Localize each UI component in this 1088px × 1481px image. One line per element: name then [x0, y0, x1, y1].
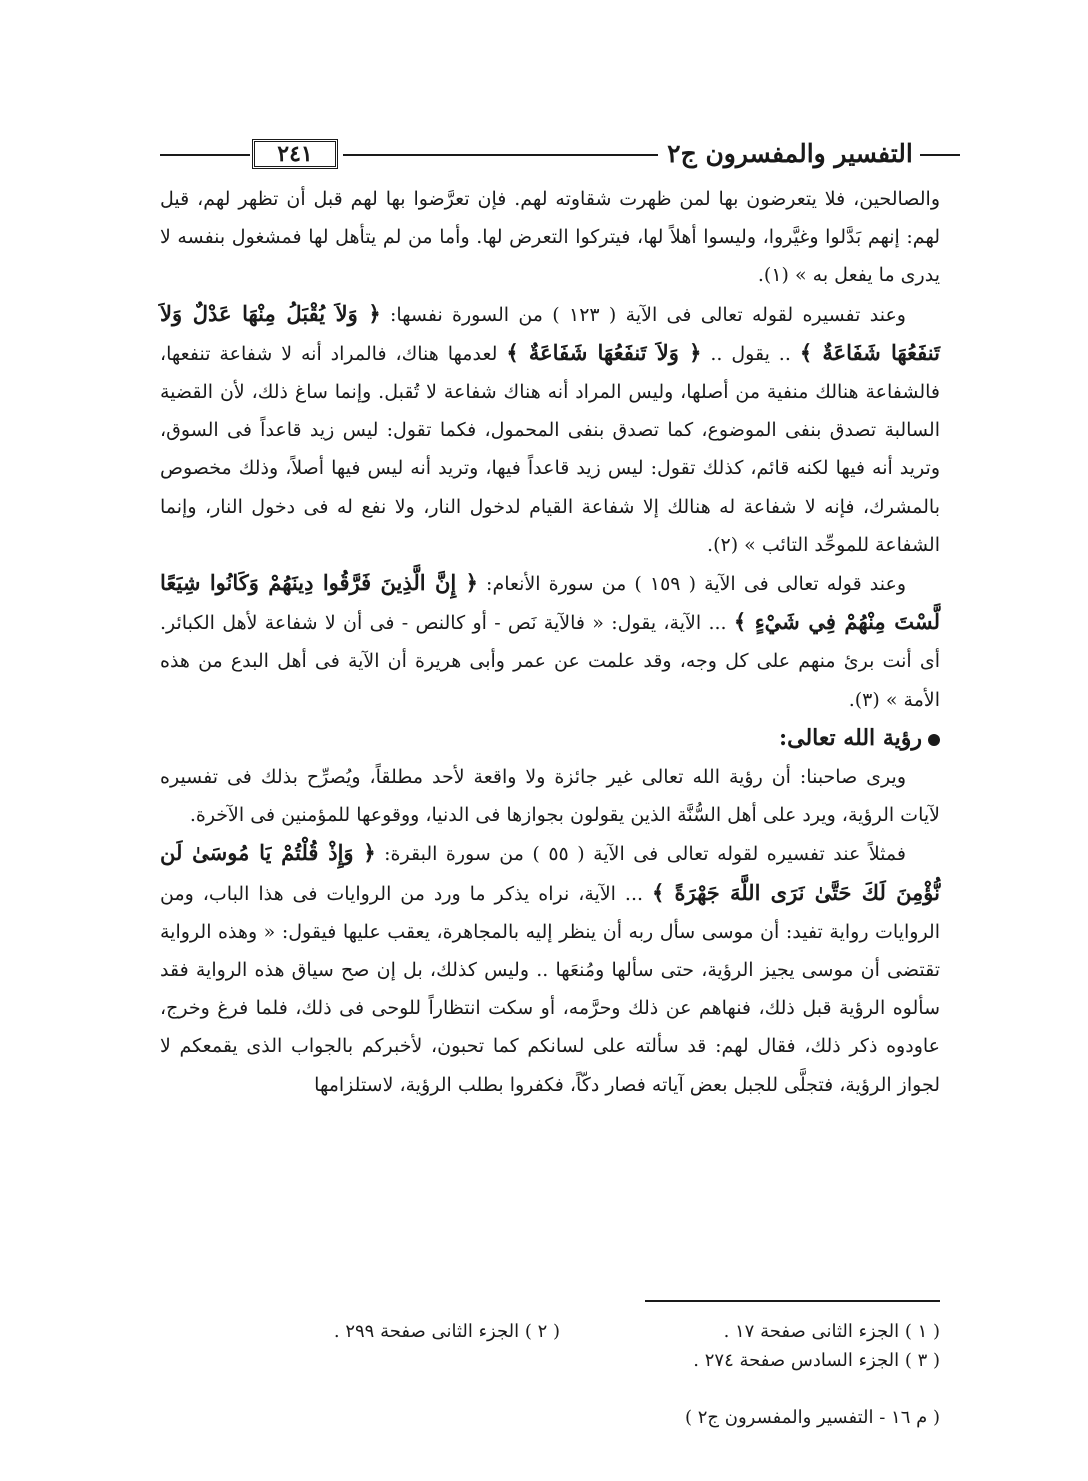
section-heading: [160, 719, 940, 758]
text-run: فمثلاً عند تفسيره لقوله تعالى فى الآية ( ٥٥ ) من سورة البقرة:: [384, 843, 906, 866]
footnote-3: ( ٣ ) الجزء السادس صفحة ٢٧٤ .: [693, 1350, 940, 1371]
paragraph: والصالحين، فلا يتعرضون بها لمن ظهرت شقاوته لهم. فإن تعرَّضوا بها لهم قبل أن تظهر لهم، قيل لهم: إنهم بَدَّلوا وغيَّروا، وليسوا أهلاً لها، فيتركوا التعرض لها. وأما من لم يتأهل لها فمشغول بنفسه لا يدرى ما يفعل به » (١).: [160, 188, 940, 287]
running-title: التفسير والمفسرون ج٢: [667, 139, 913, 168]
text-run: .. يقول ..: [710, 342, 791, 365]
text-run: وعند تفسيره لقوله تعالى فى الآية ( ١٢٣ ) من السورة نفسها:: [389, 303, 906, 326]
header-rule: [343, 154, 658, 156]
quran-verse: ﴿ إِنَّ الَّذِينَ فَرَّقُوا دِينَهُمْ وَكَانُوا شِيَعًا لَّسْتَ مِنْهُمْ فِي شَيْءٍ ﴾: [160, 570, 941, 635]
body-text: [160, 180, 940, 1104]
footnote-divider: [645, 1300, 940, 1302]
text-run: لعدمها هناك، فالمراد أنه لا شفاعة تنفعها، فالشفاعة هنالك منفية من أصلها، وليس المراد أنه هناك شفاعة لا تُقبل. وإنما ساغ ذلك، لأن القضية السالبة تصدق بنفى الموضوع، كما تصدق بنفى المحمول، فكما تقول: ليس زيد قاعداً فى السوق، وتريد أنه فيها لكنه قائم، كذلك تقول: ليس زيد قاعداً فيها، وتريد أنه ليس فيها أصلاً، وذلك مخصوص بالمشرك، فإنه لا شفاعة له هنالك إلا شفاعة القيام لدخول النار، ولا نفع له فى دخول النار، وإنما الشفاعة للموحِّد التائب » (٢).: [160, 342, 940, 556]
footnote-1: ( ١ ) الجزء الثانى صفحة ١٧ .: [723, 1321, 940, 1342]
text-run: وعند قوله تعالى فى الآية ( ١٥٩ ) من سورة الأنعام:: [486, 573, 906, 596]
paragraph: [160, 834, 940, 1103]
heading-text: رؤية الله تعالى:: [779, 724, 922, 751]
book-page: [140, 0, 940, 1481]
quran-verse: ﴿ وَلاَ تَنفَعُهَا شَفَاعَةٌ ﴾: [506, 339, 702, 365]
paragraph: ويرى صاحبنا: أن رؤية الله تعالى غير جائزة ولا واقعة لأحد مطلقاً، ويُصرِّح بذلك فى تفسيره لآيات الرؤية، ويرد على أهل السُّنَّة الذين يقولون بجوازها فى الدنيا، ووقوعها للمؤمنين فى الآخرة.: [160, 766, 940, 827]
page-header: [160, 137, 940, 173]
paragraph: [160, 564, 940, 719]
quran-verse: ﴿ وَلاَ يُقْبَلُ مِنْهَا عَدْلٌ وَلاَ تَنفَعُهَا شَفَاعَةٌ ﴾: [160, 300, 940, 365]
text-run: ... الآية، نراه يذكر ما ورد من الروايات فى هذا الباب، ومن الروايات رواية تفيد: أن موسى سأل ربه أن ينظر إليه بالمجاهرة، يعقب عليها فيقول: « وهذه الرواية تقتضى أن موسى يجيز الرؤية، حتى سألها ومُنعَها .. وليس كذلك، بل إن صح سياق هذه الرواية فقد سألوه الرؤية قبل ذلك، فنهاهم عن ذلك وحرَّمه، أو سكت انتظاراً للوحى فى ذلك، فلما فرغ وخرج، عاودوه ذكر ذلك، فقال لهم: قد سألته على لسانكم كما تحبون، لأخبركم بالجواب الذى يقمعكم لا لجواز الرؤية، فتجلَّى للجبل بعض آياته فصار دكّاً، فكفروا بطلب الرؤية، لاستلزامها: [160, 882, 940, 1096]
page-number: ٢٤١: [252, 139, 338, 169]
bullet-icon: [928, 734, 940, 746]
header-rule: [920, 154, 960, 156]
paragraph: [160, 295, 940, 564]
header-rule: [160, 154, 250, 156]
text-run: ... الآية، يقول: « فالآية نَص - أو كالنص - فى أن لا شفاعة لأهل الكبائر. أى أنت برئ منهم على كل وجه، وقد علمت عن عمر وأبى هريرة أن الآية فى أهل البدع من هذه الأمة » (٣).: [160, 612, 940, 711]
footnote-2: ( ٢ ) الجزء الثانى صفحة ٢٩٩ .: [333, 1321, 560, 1342]
printer-signature: ( م ١٦ - التفسير والمفسرون ج٢ ): [684, 1407, 940, 1428]
quran-verse: ﴿ وَإِذْ قُلْتُمْ يَا مُوسَىٰ لَن نُّؤْمِنَ لَكَ حَتَّىٰ نَرَى اللَّهَ جَهْرَةً ﴾: [160, 840, 940, 905]
